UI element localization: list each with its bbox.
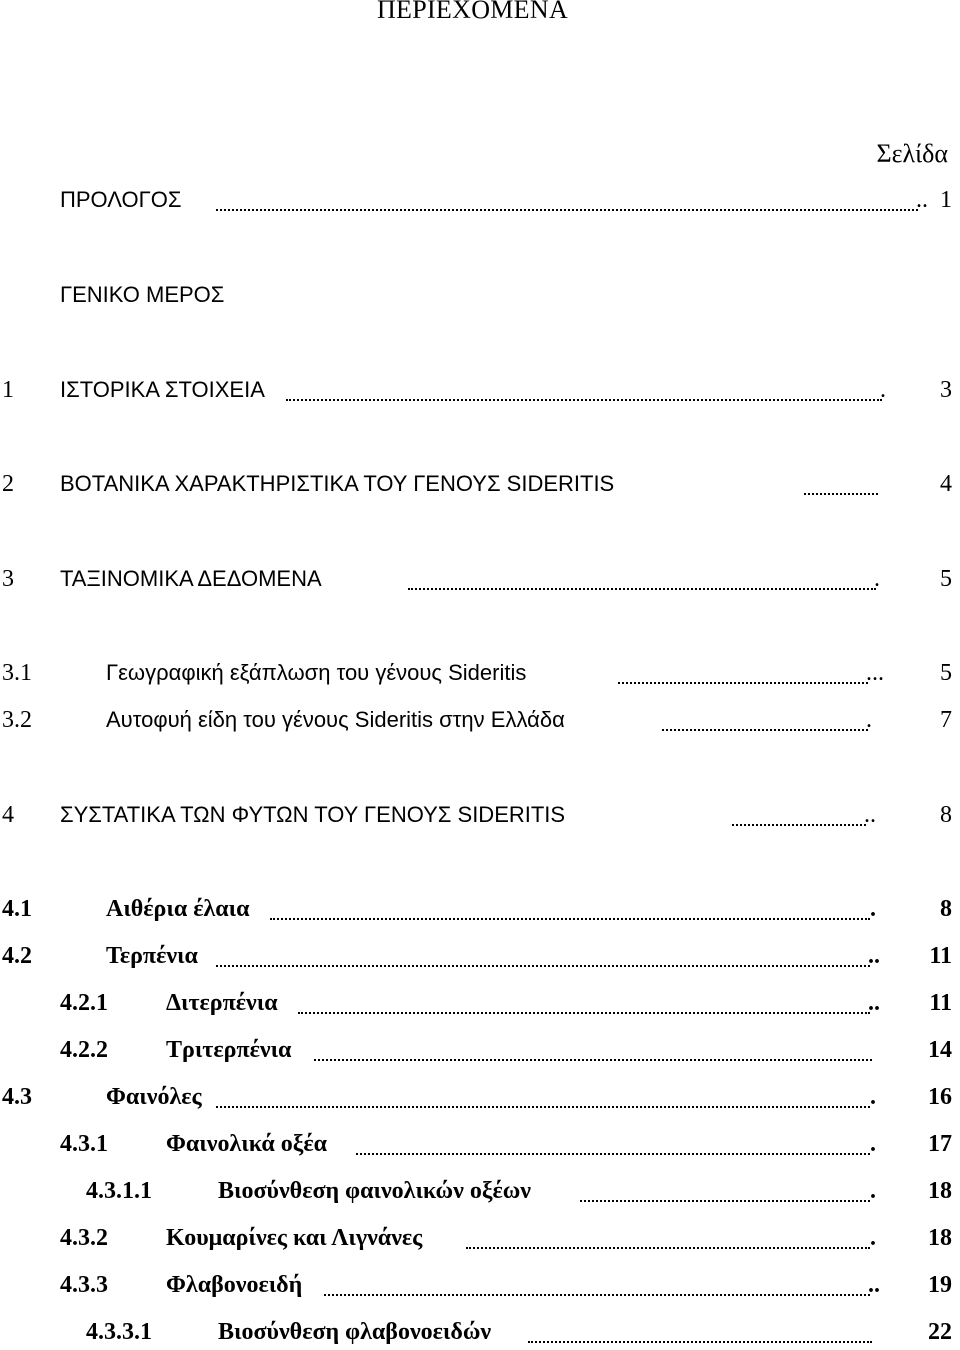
toc-page-number: 3 — [940, 377, 952, 403]
toc-page-number: 22 — [928, 1319, 952, 1345]
toc-leader — [356, 1153, 870, 1155]
toc-leader-tail: .. — [864, 802, 876, 828]
toc-entry-4-3-3[interactable] — [0, 1269, 960, 1301]
toc-leader — [298, 1012, 870, 1014]
page-title: ΠΕΡΙΕΧΟΜΕΝΑ — [376, 0, 569, 24]
toc-leader-tail: . — [866, 707, 872, 733]
toc-page-number: 17 — [928, 1131, 952, 1157]
toc-page-number: 14 — [928, 1037, 952, 1063]
toc-entry-number: 4.3.2 — [60, 1225, 108, 1251]
toc-entry-text: ΤΑΞΙΝΟΜΙΚΑ ΔΕΔΟΜΕΝΑ — [60, 566, 322, 591]
toc-entry-text: Βιοσύνθεση φαινολικών οξέων — [218, 1178, 532, 1204]
toc-leader-tail: . — [870, 1225, 876, 1251]
toc-entry-text: Φαινόλες — [106, 1084, 202, 1110]
toc-leader — [618, 682, 868, 684]
toc-page-number: 8 — [940, 896, 952, 922]
toc-entry-4-3-1[interactable] — [0, 1128, 960, 1160]
toc-page-number: 11 — [929, 990, 952, 1016]
toc-page-number: 19 — [928, 1272, 952, 1298]
toc-entry-4-3-3-1[interactable] — [0, 1316, 960, 1348]
toc-leader — [662, 729, 868, 731]
toc-entry-number: 3 — [2, 566, 14, 592]
toc-entry-number: 4.3 — [2, 1084, 32, 1110]
toc-leader-tail: .. — [868, 990, 880, 1016]
toc-leader — [324, 1294, 870, 1296]
toc-entry-number: 2 — [2, 471, 14, 497]
toc-entry-text: Τριτερπένια — [166, 1037, 292, 1063]
toc-entry-4-3[interactable] — [0, 1081, 960, 1113]
toc-leader — [314, 1059, 872, 1061]
toc-entry-4-1[interactable] — [0, 893, 960, 925]
toc-leader — [804, 493, 878, 495]
toc-entry-3-1[interactable] — [0, 657, 960, 689]
toc-entry-number: 4.2.2 — [60, 1037, 108, 1063]
toc-leader-tail: . — [870, 1131, 876, 1157]
toc-page-number: 18 — [928, 1225, 952, 1251]
toc-page-number: 16 — [928, 1084, 952, 1110]
toc-entry-text: Φαινολικά οξέα — [166, 1131, 328, 1157]
toc-leader-tail: .. — [868, 943, 880, 969]
toc-entry-text: Βιοσύνθεση φλαβονοειδών — [218, 1319, 492, 1345]
toc-entry-3[interactable] — [0, 563, 960, 595]
toc-page-number: 11 — [929, 943, 952, 969]
toc-entry-number: 4.3.1.1 — [86, 1178, 152, 1204]
toc-entry-text: Διτερπένια — [166, 990, 278, 1016]
toc-entry-number: 4.2 — [2, 943, 32, 969]
toc-leader — [466, 1247, 870, 1249]
toc-entry-number: 3.1 — [2, 660, 32, 686]
toc-entry-text: Αιθέρια έλαια — [106, 896, 250, 922]
toc-page-number: 4 — [940, 471, 952, 497]
toc-entry-number: 4 — [2, 802, 14, 828]
toc-entry-4-2[interactable] — [0, 940, 960, 972]
toc-entry-number: 3.2 — [2, 707, 32, 733]
toc-page-number: 1 — [940, 187, 952, 213]
toc-section-general — [0, 279, 960, 311]
toc-entry-4-2-2[interactable] — [0, 1034, 960, 1066]
toc-page-number: 5 — [940, 660, 952, 686]
toc-entry-text: ΠΡΟΛΟΓΟΣ — [60, 187, 182, 212]
toc-leader-tail: ... — [866, 660, 884, 686]
toc-page-number: 5 — [940, 566, 952, 592]
toc-leader-tail: .. — [916, 187, 928, 213]
toc-leader — [286, 399, 882, 401]
toc-entry-number: 1 — [2, 377, 14, 403]
toc-entry-4-2-1[interactable] — [0, 987, 960, 1019]
toc-entry-text: ΣΥΣΤΑΤΙΚΑ ΤΩΝ ΦΥΤΩΝ ΤΟΥ ΓΕΝΟΥΣ SIDERITIS — [60, 802, 566, 827]
toc-entry-1[interactable] — [0, 374, 960, 406]
toc-entry-text: Κουμαρίνες και Λιγνάνες — [166, 1225, 423, 1251]
toc-entry-2[interactable] — [0, 468, 960, 500]
toc-entry-4-3-1-1[interactable] — [0, 1175, 960, 1207]
toc-leader-tail: .. — [868, 1272, 880, 1298]
toc-entry-4-3-2[interactable] — [0, 1222, 960, 1254]
toc-page-number: 8 — [940, 802, 952, 828]
toc-entry-text: Γεωγραφική εξάπλωση του γένους Sideritis — [106, 660, 527, 685]
toc-entry-number: 4.3.3 — [60, 1272, 108, 1298]
toc-leader-tail: . — [880, 377, 886, 403]
toc-entry-number: 4.1 — [2, 896, 32, 922]
toc-entry-text: Τερπένια — [106, 943, 198, 969]
toc-leader-tail: . — [870, 896, 876, 922]
toc-entry-number: 4.3.3.1 — [86, 1319, 152, 1345]
toc-leader-tail: . — [870, 1084, 876, 1110]
toc-entry-text: Φλαβονοειδή — [166, 1272, 303, 1298]
toc-leader — [732, 824, 866, 826]
toc-page-number: 18 — [928, 1178, 952, 1204]
toc-entry-text: ΙΣΤΟΡΙΚΑ ΣΤΟΙΧΕΙΑ — [60, 377, 265, 402]
toc-entry-3-2[interactable] — [0, 704, 960, 736]
toc-leader — [528, 1341, 872, 1343]
toc-entry-text: Αυτοφυή είδη του γένους Sideritis στην Ελλάδα — [106, 707, 565, 732]
toc-leader-tail: . — [874, 566, 880, 592]
toc-entry-number: 4.3.1 — [60, 1131, 108, 1157]
toc-entry-prologue[interactable] — [0, 184, 960, 216]
toc-leader — [580, 1200, 870, 1202]
toc-entry-number: 4.2.1 — [60, 990, 108, 1016]
toc-leader — [216, 1106, 870, 1108]
toc-leader — [216, 965, 870, 967]
toc-entry-text: ΒΟΤΑΝΙΚΑ ΧΑΡΑΚΤΗΡΙΣΤΙΚΑ ΤΟΥ ΓΕΝΟΥΣ SIDERITIS — [60, 471, 615, 496]
toc-leader — [270, 918, 870, 920]
toc-page-number: 7 — [940, 707, 952, 733]
toc-leader-tail: . — [870, 1178, 876, 1204]
toc-entry-4[interactable] — [0, 799, 960, 831]
toc-leader — [216, 209, 918, 211]
toc-entry-text: ΓΕΝΙΚΟ ΜΕΡΟΣ — [60, 282, 225, 307]
page-column-label: Σελίδα — [876, 139, 948, 168]
toc-leader — [408, 588, 876, 590]
